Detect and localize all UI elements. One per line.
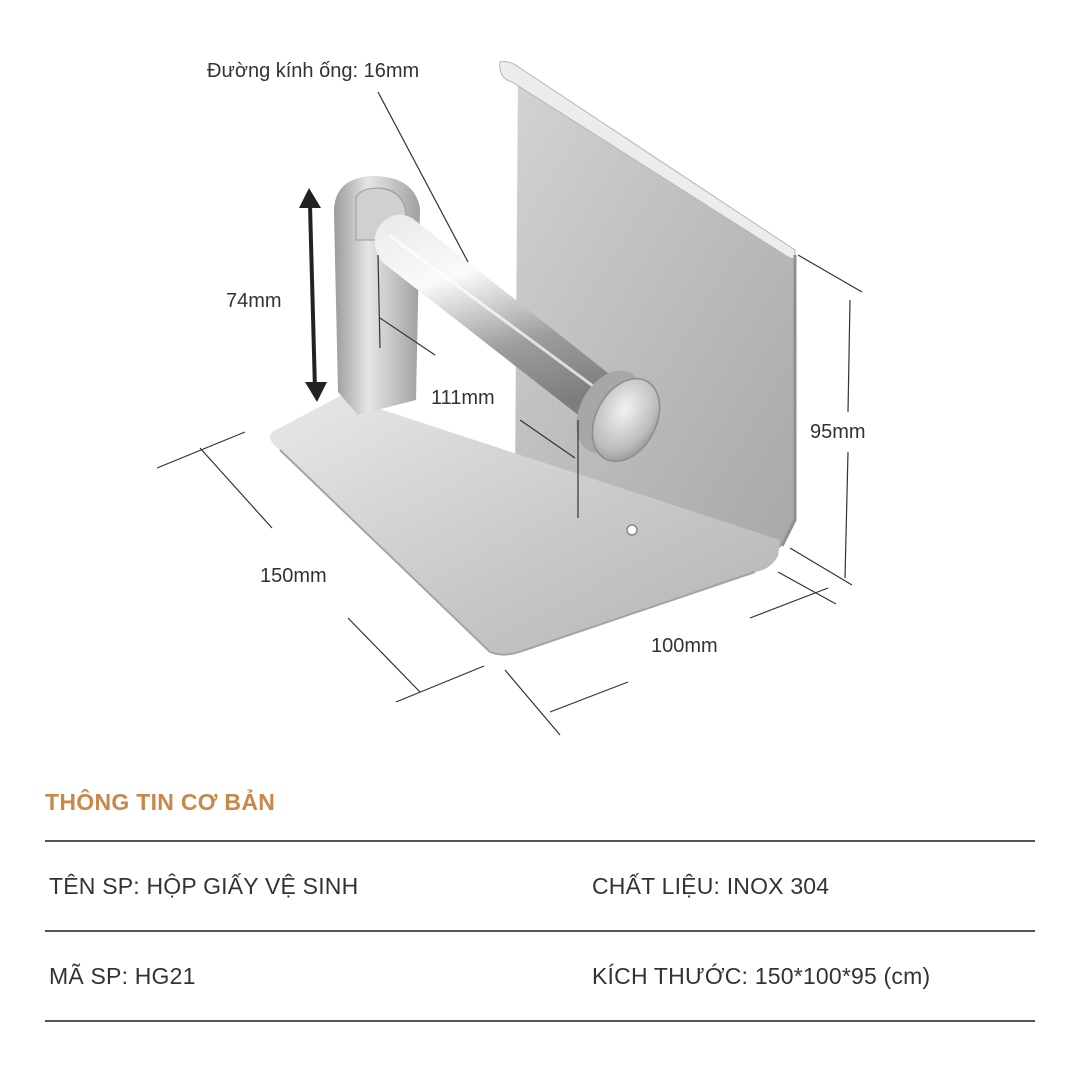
label-width: 100mm <box>651 635 718 657</box>
label-height-post: 74mm <box>226 290 282 312</box>
label-total-height: 95mm <box>810 421 866 443</box>
dim-total-height <box>790 255 862 585</box>
holder-post <box>334 176 420 415</box>
info-row <box>45 932 1035 1020</box>
basic-info-section <box>45 780 1035 1022</box>
label-pipe-diameter: Đường kính ống: 16mm <box>207 60 420 82</box>
title-bold: CƠ BẢN <box>180 789 276 815</box>
screw-hole-icon <box>627 525 637 535</box>
product-material: CHẤT LIỆU: INOX 304 <box>592 872 830 899</box>
product-code: MÃ SP: HG21 <box>49 962 196 989</box>
label-depth: 150mm <box>260 565 327 587</box>
divider <box>45 1020 1035 1022</box>
dim-height-post <box>299 188 327 402</box>
label-rod-length: 111mm <box>431 387 495 409</box>
basic-info-title <box>45 780 1035 840</box>
product-size: KÍCH THƯỚC: 150*100*95 (cm) <box>592 962 931 989</box>
product-name: TÊN SP: HỘP GIẤY VỆ SINH <box>49 872 359 899</box>
title-normal: THÔNG TIN <box>45 789 181 815</box>
info-row <box>45 842 1035 930</box>
